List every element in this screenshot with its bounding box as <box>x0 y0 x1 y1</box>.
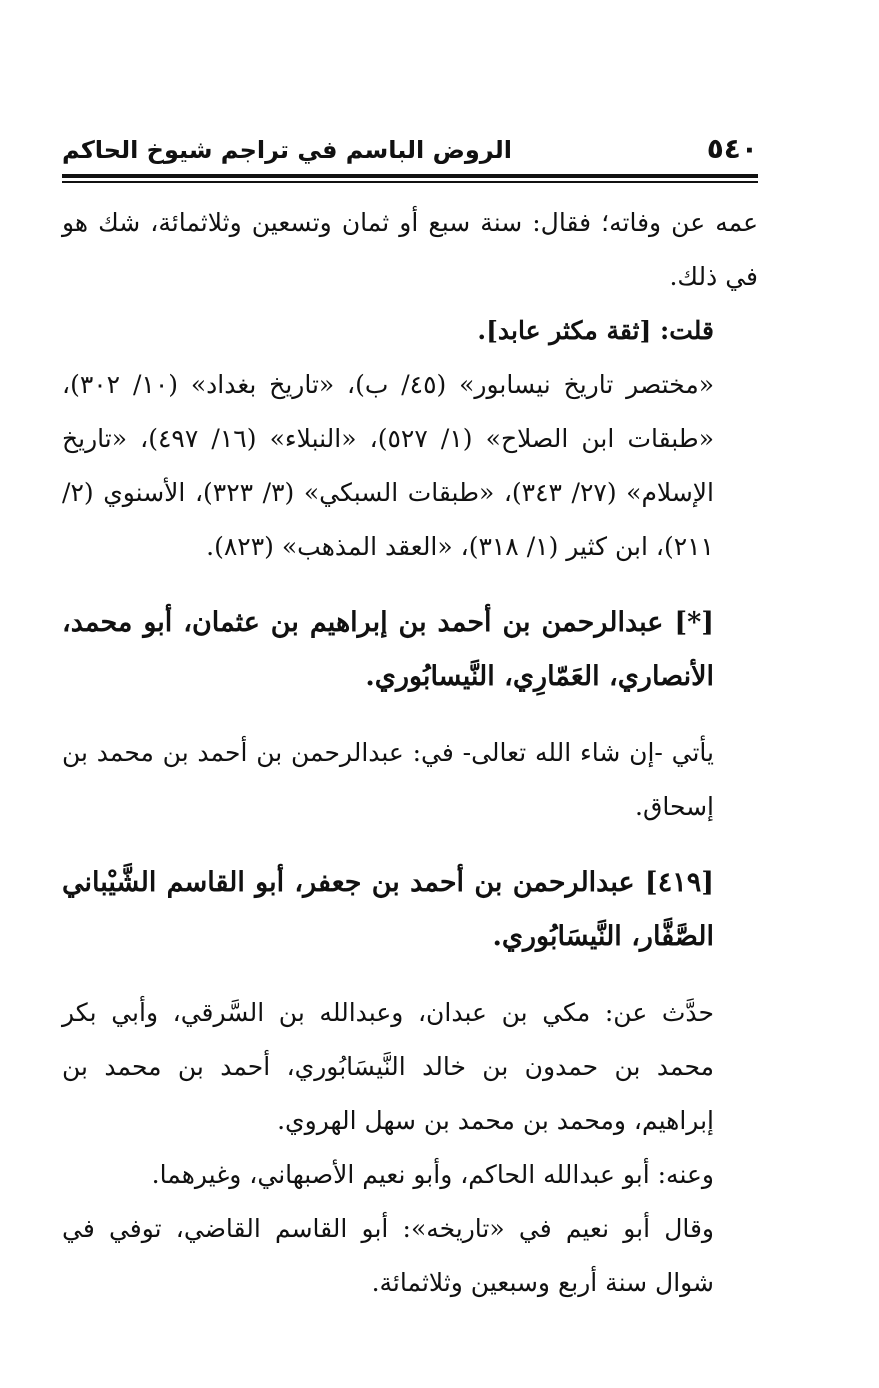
paragraph-death-date: وقال أبو نعيم في «تاريخه»: أبو القاسم القاضي، توفي في شوال سنة أربع وسبعين وثلاثمائة. <box>62 1214 714 1297</box>
header-rule-thick <box>62 174 758 178</box>
paragraph-cross-reference: يأتي -إن شاء الله تعالى- في: عبدالرحمن بن أحمد بن محمد بن إسحاق. <box>62 738 714 821</box>
page-header <box>62 130 758 174</box>
running-title: الروض الباسم في تراجم شيوخ الحاكم <box>62 136 512 164</box>
paragraph-narrated-from: حدَّث عن: مكي بن عبدان، وعبدالله بن السَّرقي، وأبي بكر محمد بن حمدون بن خالد النَّيسَابُوري، أحمد بن محمد بن إبراهيم، ومحمد بن محمد بن سهل الهروي. <box>62 998 714 1135</box>
entry-heading-419: [٤١٩] عبدالرحمن بن أحمد بن جعفر، أبو القاسم الشَّيْباني الصَّفَّار، النَّيسَابُوري. <box>62 867 714 952</box>
paragraph-narrators: وعنه: أبو عبدالله الحاكم، وأبو نعيم الأصبهاني، وغيرهما. <box>151 1160 714 1189</box>
paragraph-grading: قلت: [ثقة مكثر عابد]. <box>477 316 714 345</box>
header-rule-thin <box>62 181 758 183</box>
paragraph-death-note: عمه عن وفاته؛ فقال: سنة سبع أو ثمان وتسعين وثلاثمائة، شك هو في ذلك. <box>62 208 758 291</box>
page-number: ٥٤٠ <box>706 132 758 165</box>
page-body <box>62 196 758 1310</box>
paragraph-sources: «مختصر تاريخ نيسابور» (٤٥/ ب)، «تاريخ بغداد» (١٠/ ٣٠٢)، «طبقات ابن الصلاح» (١/ ٥٢٧)، «النبلاء» (١٦/ ٤٩٧)، «تاريخ الإسلام» (٢٧/ ٣٤٣)، «طبقات السبكي» (٣/ ٣٢٣)، الأسنوي (٢/ ٢١١)، ابن كثير (١/ ٣١٨)، «العقد المذهب» (٨٢٣). <box>62 370 715 561</box>
entry-heading-cross-reference: [*] عبدالرحمن بن أحمد بن إبراهيم بن عثمان، أبو محمد، الأنصاري، العَمّارِي، النَّيسابُوري. <box>62 607 714 692</box>
